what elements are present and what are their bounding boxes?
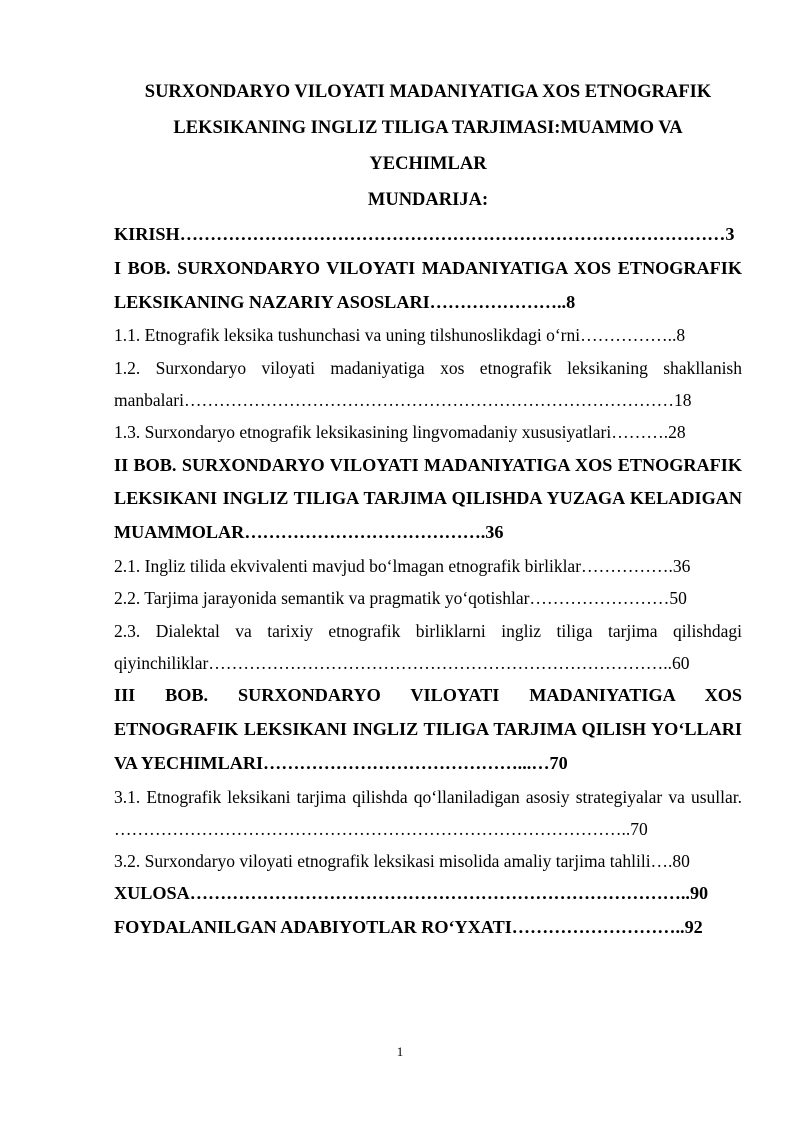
toc-entry-3-2: 3.2. Surxondaryo viloyati etnografik leksikasi misolida amaliy tarjima tahlili….80 [114,851,690,872]
toc-entry-2-2: 2.2. Tarjima jarayonida semantik va pragmatik yo‘qotishlar……………………50 [114,588,687,609]
toc-entry-1-2: 1.2. Surxondaryo viloyati madaniyatiga xos etnografik leksikaning shakllanish manbalari…………………………………………………………………………18 [114,357,742,410]
toc-entry-1-3: 1.3. Surxondaryo etnografik leksikasining lingvomadaniy xususiyatlari……….28 [114,422,686,443]
toc-entry-xulosa: XULOSA………………………………………………………………………..90 [114,883,709,904]
toc-entry-chapter-1: I BOB. SURXONDARYO VILOYATI MADANIYATIGA XOS ETNOGRAFIK LEKSIKANING NAZARIY ASOSLARI…………………..8 [114,257,742,312]
toc-entry-3-1: 3.1. Etnografik leksikani tarjima qilishda qo‘llaniladigan asosiy strategiyalar va usullar. ……………………………………………………………………………..70 [114,786,742,839]
toc-entry-chapter-3: III BOB. SURXONDARYO VILOYATI MADANIYATIGA XOS ETNOGRAFIK LEKSIKANI INGLIZ TILIGA TARJIMA QILISH YO‘LLARI VA YECHIMLARI……………………………………...…70 [114,685,742,773]
toc-entry-kirish: KIRISH………………………………………………………………………………3 [114,224,735,244]
table-of-contents [114,218,742,945]
page-number: 1 [396,1044,404,1059]
toc-entry-references: FOYDALANILGAN ADABIYOTLAR RO‘YXATI………………………..92 [114,917,703,938]
document-page [114,74,742,945]
document-title: SURXONDARYO VILOYATI MADANIYATIGA XOS ETNOGRAFIK LEKSIKANING INGLIZ TILIGA TARJIMASI:MUAMMO VA YECHIMLAR [144,82,712,174]
toc-entry-2-3: 2.3. Dialektal va tarixiy etnografik birliklarni ingliz tiliga tarjima qilishdagi qiyinchiliklar……………………………………………………………………..60 [114,620,742,673]
toc-heading: MUNDARIJA: [367,190,489,210]
toc-entry-1-1: 1.1. Etnografik leksika tushunchasi va uning tilshunoslikdagi o‘rni……………..8 [114,325,686,346]
toc-entry-2-1: 2.1. Ingliz tilida ekvivalenti mavjud bo‘lmagan etnografik birliklar…………….36 [114,555,691,576]
toc-entry-chapter-2: II BOB. SURXONDARYO VILOYATI MADANIYATIGA XOS ETNOGRAFIK LEKSIKANI INGLIZ TILIGA TARJIMA QILISHDA YUZAGA KELADIGAN MUAMMOLAR………………………………….36 [114,454,742,543]
